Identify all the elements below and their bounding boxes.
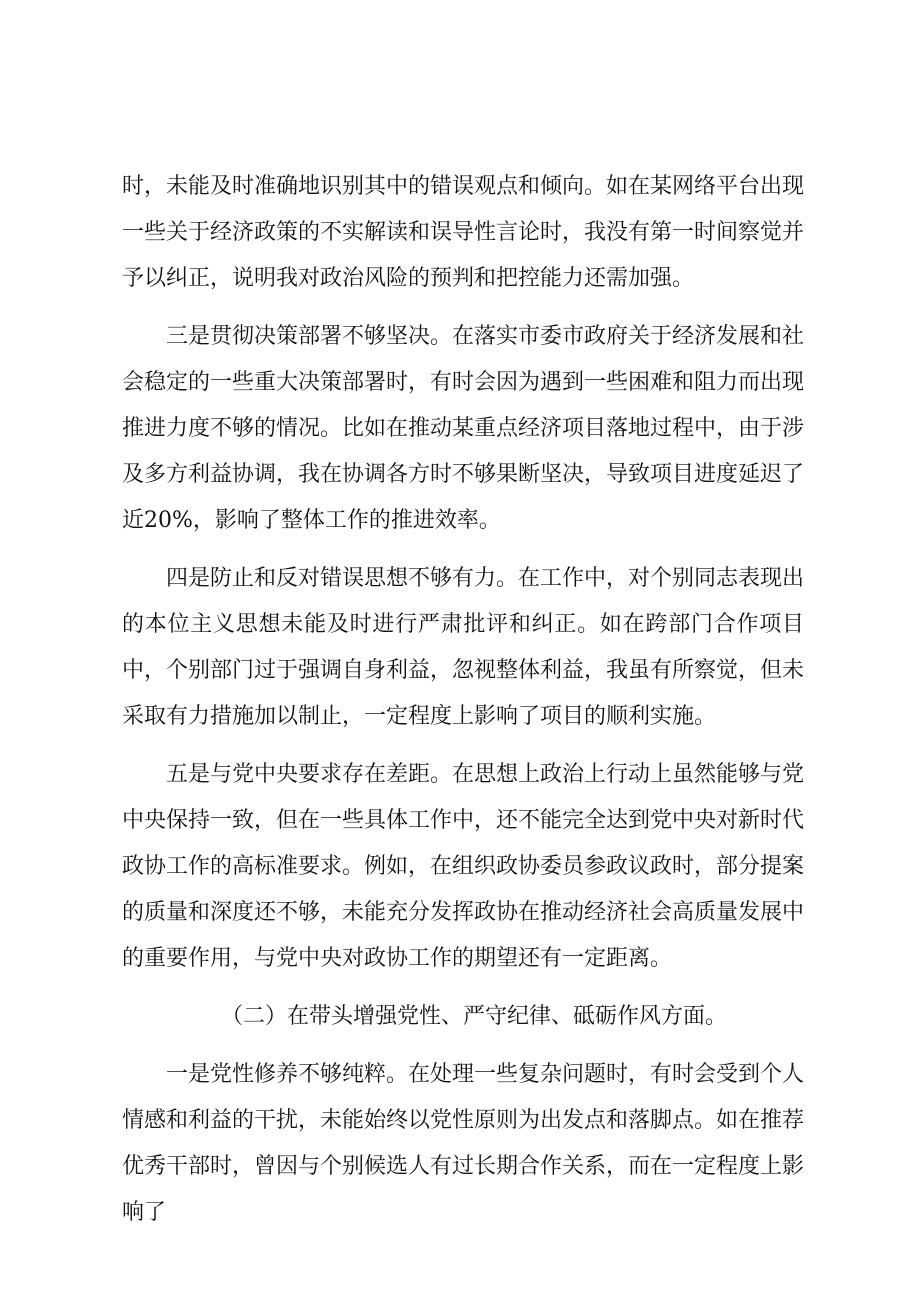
document-body	[122, 164, 804, 1248]
paragraph-point-one: 一是党性修养不够纯粹。在处理一些复杂问题时，有时会受到个人情感和利益的干扰，未能始终以党性原则为出发点和落脚点。如在推荐优秀干部时，曾因与个别候选人有过长期合作关系，而在一定程度上影响了	[122, 1062, 805, 1225]
paragraph-point-three: 三是贯彻决策部署不够坚决。在落实市委市政府关于经济发展和社会稳定的一些重大决策部署时，有时会因为遇到一些困难和阻力而出现推进力度不够的情况。比如在推动某重点经济项目落地过程中，由于涉及多方利益协调，我在协调各方时不够果断坚决，导致项目进度延迟了近20%，影响了整体工作的推进效率。	[122, 324, 805, 533]
paragraph-point-four: 四是防止和反对错误思想不够有力。在工作中，对个别同志表现出的本位主义思想未能及时进行严肃批评和纠正。如在跨部门合作项目中，个别部门过于强调自身利益，忽视整体利益，我虽有所察觉，但未采取有力措施加以制止，一定程度上影响了项目的顺利实施。	[122, 566, 805, 729]
section-heading: （二）在带头增强党性、严守纪律、砥砺作风方面。	[221, 1004, 728, 1029]
paragraph-continuation: 时，未能及时准确地识别其中的错误观点和倾向。如在某网络平台出现一些关于经济政策的不实解读和误导性言论时，我没有第一时间察觉并予以纠正，说明我对政治风险的预判和把控能力还需加强。	[122, 174, 805, 291]
paragraph-point-five: 五是与党中央要求存在差距。在思想上政治上行动上虽然能够与党中央保持一致，但在一些具体工作中，还不能完全达到党中央对新时代政协工作的高标准要求。例如，在组织政协委员参政议政时，部分提案的质量和深度还不够，未能充分发挥政协在推动经济社会高质量发展中的重要作用，与党中央对政协工作的期望还有一定距离。	[122, 762, 805, 971]
